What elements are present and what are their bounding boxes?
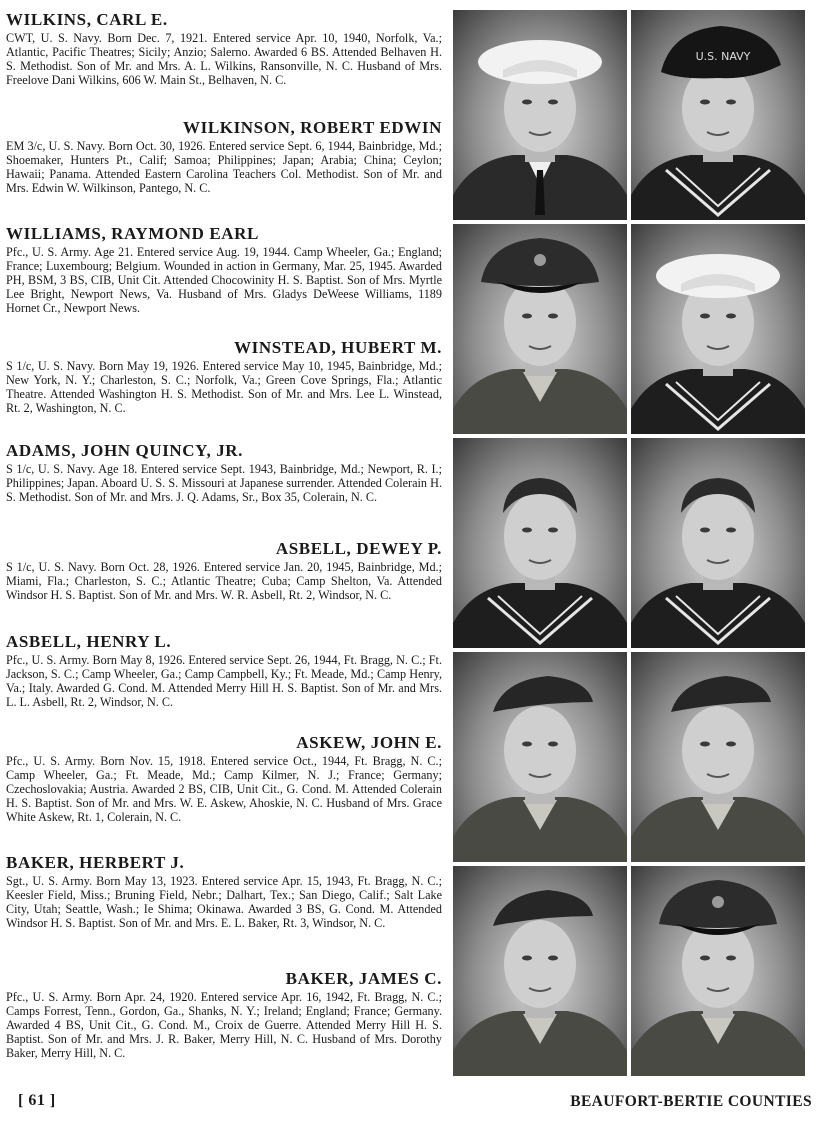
entry-name: ADAMS, JOHN QUINCY, JR.: [6, 441, 244, 460]
person-silhouette-icon: [631, 10, 805, 220]
entry-bio: S 1/c, U. S. Navy. Born May 19, 1926. Entered service May 10, 1945, Bainbridge, Md.; New York, N. Y.; Charleston, S. C.; Norfolk, Va.; Green Cove Springs, Fla.; Atlantic Theatre. Attended Washington H. S. Methodist. Son of Mr. and Mrs. Lee L. Winstead, Rt. 2, Washington, N. C.: [6, 359, 442, 415]
person-silhouette-icon: [453, 10, 627, 220]
entry-name: BAKER, JAMES C.: [285, 969, 442, 988]
person-silhouette-icon: [631, 652, 805, 862]
bio-entry: [6, 632, 442, 710]
portrait-photo: [453, 10, 627, 220]
bio-entry: [6, 441, 442, 505]
portrait-photo: [453, 438, 627, 648]
entry-bio: S 1/c, U. S. Navy. Age 18. Entered service Sept. 1943, Bainbridge, Md.; Newport, R. I.; Philippines; Japan. Aboard U. S. S. Missouri at Japanese surrender. Attended Colerain H. S. Methodist. Son of Mr. and Mrs. J. Q. Adams, Sr., Box 35, Colerain, N. C.: [6, 462, 442, 504]
entry-name: BAKER, HERBERT J.: [6, 853, 185, 872]
portrait-photo: [453, 652, 627, 862]
bio-entry: [6, 539, 442, 603]
person-silhouette-icon: [453, 652, 627, 862]
bio-entry: [6, 118, 442, 196]
portrait-grid: [453, 10, 805, 1076]
entry-name: WILKINS, CARL E.: [6, 10, 168, 29]
entry-bio: Pfc., U. S. Army. Born May 8, 1926. Entered service Sept. 26, 1944, Ft. Bragg, N. C.; Ft. Jackson, S. C.; Camp Wheeler, Ga.; Camp Campbell, Ky.; Ft. Meade, Md.; Camp Henry, Va.; Italy. Awarded G. Cond. M. Attended Merry Hill H. S. Baptist. Son of Mr. and Mrs. L. L. Asbell, Rt. 2, Windsor, N. C.: [6, 653, 442, 709]
entry-bio: Sgt., U. S. Army. Born May 13, 1923. Entered service Apr. 15, 1943, Ft. Bragg, N. C.; Keesler Field, Miss.; Bruning Field, Nebr.; Dalhart, Tex.; San Diego, Calif.; Salt Lake City, Utah; Seattle, Wash.; Ie Shima; Okinawa. Awarded 3 BS, G. Cond. M. Attended Windsor H. S. Baptist. Son of Mr. and Mrs. E. L. Baker, Rt. 3, Windsor, N. C.: [6, 874, 442, 930]
person-silhouette-icon: [631, 866, 805, 1076]
person-silhouette-icon: [631, 224, 805, 434]
entry-bio: Pfc., U. S. Army. Age 21. Entered service Aug. 19, 1944. Camp Wheeler, Ga.; England; France; Luxembourg; Belgium. Wounded in action in Germany, Mar. 25, 1945. Awarded PH, BSM, 3 BS, CIB, Unit Cit. Attended Chocowinity H. S. Baptist. Son of Mrs. Myrtle Lee Bright, Newport News, Va. Husband of Mrs. Gladys DeWeese Williams, 1189 Hornet Cr., Newport News.: [6, 245, 442, 315]
entry-bio: Pfc., U. S. Army. Born Nov. 15, 1918. Entered service Oct., 1944, Ft. Bragg, N. C.; Camp Wheeler, Ga.; Ft. Meade, Md.; Camp Kilmer, N. J.; France; Germany; Czechoslovakia; Austria. Awarded 2 BS, CIB, Unit Cit., G. Cond. M. Attended Colerain H. S. Baptist. Son of Mr. and Mrs. W. E. Askew, Ahoskie, N. C. Husband of Mrs. Grace White Askew, Rt. 1, Colerain, N. C.: [6, 754, 442, 824]
bio-entry: [6, 224, 442, 316]
entry-name: ASKEW, JOHN E.: [296, 733, 442, 752]
entry-bio: S 1/c, U. S. Navy. Born Oct. 28, 1926. Entered service Jan. 20, 1945, Bainbridge, Md.; Miami, Fla.; Charleston, S. C.; Atlantic Theatre; Cuba; Camp Shelton, Va. Attended Windsor H. S. Baptist. Son of Mr. and Mrs. W. R. Asbell, Rt. 2, Windsor, N. C.: [6, 560, 442, 602]
bio-entry: [6, 969, 442, 1061]
bio-entry: [6, 853, 442, 931]
entry-bio: EM 3/c, U. S. Navy. Born Oct. 30, 1926. Entered service Sept. 6, 1944, Bainbridge, Md.; Shoemaker, Hunters Pt., Calif; Samoa; Philippines; Japan; Arabia; China; Ceylon; Hawaii; Panama. Attended Eastern Carolina Teachers Col. Methodist. Son of Mr. and Mrs. Edwin W. Wilkinson, Pantego, N. C.: [6, 139, 442, 195]
person-silhouette-icon: [453, 438, 627, 648]
portrait-photo: [453, 224, 627, 434]
entry-name: WILLIAMS, RAYMOND EARL: [6, 224, 259, 243]
cap-lettering: U.S. NAVY: [695, 50, 751, 63]
page-number: [ 61 ]: [18, 1092, 56, 1109]
biography-column: [6, 0, 442, 1090]
portrait-photo: [631, 652, 805, 862]
person-silhouette-icon: [453, 866, 627, 1076]
portrait-photo: [631, 438, 805, 648]
portrait-photo: [631, 866, 805, 1076]
entry-bio: CWT, U. S. Navy. Born Dec. 7, 1921. Entered service Apr. 10, 1940, Norfolk, Va.; Atlantic, Pacific Theatres; Sicily; Anzio; Salerno. Awarded 6 BS. Attended Belhaven H. S. Methodist. Son of Mr. and Mrs. A. L. Wilkins, Ransonville, N. C. Husband of Mrs. Freelove Dani Wilkins, 606 W. Main St., Belhaven, N. C.: [6, 31, 442, 87]
person-silhouette-icon: [631, 438, 805, 648]
bio-entry: [6, 733, 442, 825]
entry-name: ASBELL, HENRY L.: [6, 632, 172, 651]
portrait-photo: [631, 224, 805, 434]
entry-name: WILKINSON, ROBERT EDWIN: [183, 118, 442, 137]
entry-name: WINSTEAD, HUBERT M.: [234, 338, 442, 357]
portrait-photo: [453, 866, 627, 1076]
portrait-photo: [631, 10, 805, 220]
person-silhouette-icon: [453, 224, 627, 434]
bio-entry: [6, 338, 442, 416]
bio-entry: [6, 10, 442, 88]
entry-name: ASBELL, DEWEY P.: [275, 539, 442, 558]
section-title: BEAUFORT-BERTIE COUNTIES: [570, 1093, 812, 1110]
entry-bio: Pfc., U. S. Army. Born Apr. 24, 1920. Entered service Apr. 16, 1942, Ft. Bragg, N. C.; Camps Forrest, Tenn., Gordon, Ga., Shanks, N. Y.; Ireland; England; France; Germany. Awarded 4 BS, Unit Cit., G. Cond. M., Croix de Guerre. Attended Merry Hill H. S. Baptist. Son of Mr. and Mrs. J. R. Baker, Merry Hill, N. C. Husband of Mrs. Dorothy Baker, Merry Hill, N. C.: [6, 990, 442, 1060]
